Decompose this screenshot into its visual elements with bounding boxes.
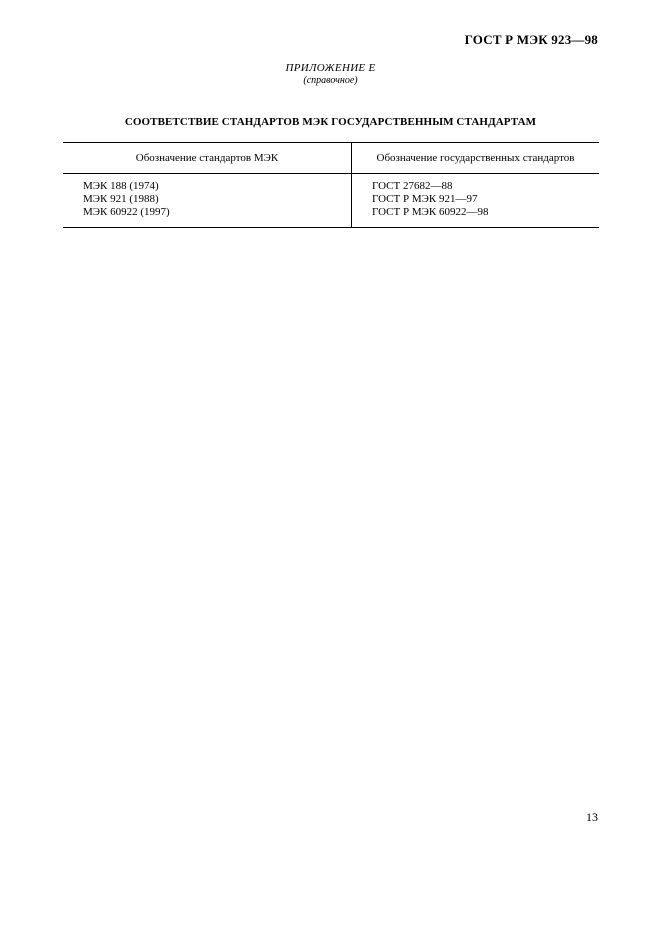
state-standard-item: ГОСТ Р МЭК 60922—98 — [372, 206, 489, 218]
state-standards-cell — [352, 174, 600, 228]
state-standard-item: ГОСТ 27682—88 — [372, 180, 453, 192]
table-body — [63, 174, 599, 228]
column-header-iec: Обозначение стандартов МЭК — [63, 143, 352, 174]
column-header-state: Обозначение государственных стандартов — [352, 143, 600, 174]
table-row — [63, 174, 599, 228]
section-title: СООТВЕТСТВИЕ СТАНДАРТОВ МЭК ГОСУДАРСТВЕННЫМ СТАНДАРТАМ — [124, 116, 537, 128]
iec-standard-item: МЭК 60922 (1997) — [83, 206, 170, 218]
iec-standards-cell — [63, 174, 352, 228]
appendix-subtitle: (справочное) — [303, 75, 358, 86]
iec-standard-item: МЭК 921 (1988) — [83, 193, 159, 205]
state-standard-item: ГОСТ Р МЭК 921—97 — [372, 193, 478, 205]
iec-standard-item: МЭК 188 (1974) — [83, 180, 159, 192]
table-header-row — [63, 143, 599, 174]
document-header-code: ГОСТ Р МЭК 923—98 — [464, 32, 598, 47]
page-number: 13 — [586, 810, 598, 824]
table-header — [63, 143, 599, 174]
appendix-title: ПРИЛОЖЕНИЕ Е — [285, 62, 376, 74]
standards-correspondence-table — [63, 142, 599, 228]
